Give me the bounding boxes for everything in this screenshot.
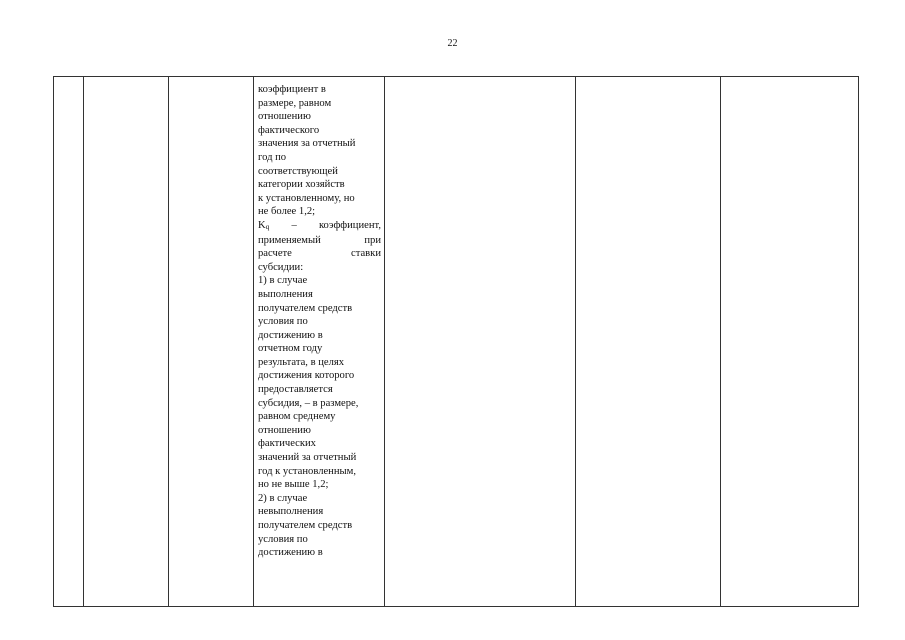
text-line: значений за отчетный — [258, 452, 357, 464]
kq-definition-line — [258, 219, 381, 234]
text-line: субсидия, – в размере, — [258, 397, 359, 409]
table-row — [54, 77, 859, 607]
text-line: получателем средств — [258, 302, 353, 314]
text-line: к установленному, но — [258, 192, 355, 204]
text-line: достижения которого — [258, 370, 355, 382]
table-cell-col7 — [721, 77, 859, 607]
kq-subscript: q — [265, 221, 270, 231]
text-line: фактического — [258, 124, 320, 136]
document-table — [53, 76, 859, 607]
text-line: достижению в — [258, 547, 323, 559]
text-line: категории хозяйств — [258, 179, 345, 191]
page-number: 22 — [447, 38, 458, 49]
text-line: отношению — [258, 424, 311, 436]
table-cell-col1 — [54, 77, 84, 607]
text-line: 2) в случае — [258, 492, 308, 504]
text-line: но не выше 1,2; — [258, 479, 329, 491]
text-line: год к установленным, — [258, 465, 356, 477]
cell-text-content — [254, 77, 384, 560]
text-line: отчетном году — [258, 343, 323, 355]
text-line: невыполнения — [258, 506, 324, 518]
text-line: условия по — [258, 316, 308, 328]
text-line: не более 1,2; — [258, 206, 316, 218]
text-line: расчете ставки — [258, 248, 381, 260]
kq-symbol: K — [258, 219, 266, 231]
text-line: применяемый при — [258, 234, 381, 246]
text-line: условия по — [258, 533, 308, 545]
text-line: выполнения — [258, 288, 313, 300]
text-line: получателем средств — [258, 520, 353, 531]
table-cell-col2 — [84, 77, 169, 607]
text-line: достижению в — [258, 329, 323, 341]
kq-text: – коэффициент, — [269, 219, 381, 231]
text-line: размере, равном — [258, 97, 332, 109]
table-cell-col6 — [576, 77, 721, 607]
text-line: соответствующей — [258, 165, 338, 177]
text-line: равном среднему — [258, 411, 336, 423]
text-line: фактических — [258, 438, 316, 450]
table-cell-text — [254, 77, 385, 607]
text-line: 1) в случае — [258, 275, 308, 287]
table-cell-col3 — [169, 77, 254, 607]
text-line: предоставляется — [258, 384, 333, 396]
text-line: субсидии: — [258, 261, 304, 273]
text-line: результата, в целях — [258, 356, 345, 368]
text-line: значения за отчетный — [258, 138, 356, 150]
table-cell-col5 — [385, 77, 576, 607]
text-line: отношению — [258, 111, 311, 123]
text-line: год по — [258, 151, 287, 163]
text-line: коэффициент в — [258, 84, 326, 95]
